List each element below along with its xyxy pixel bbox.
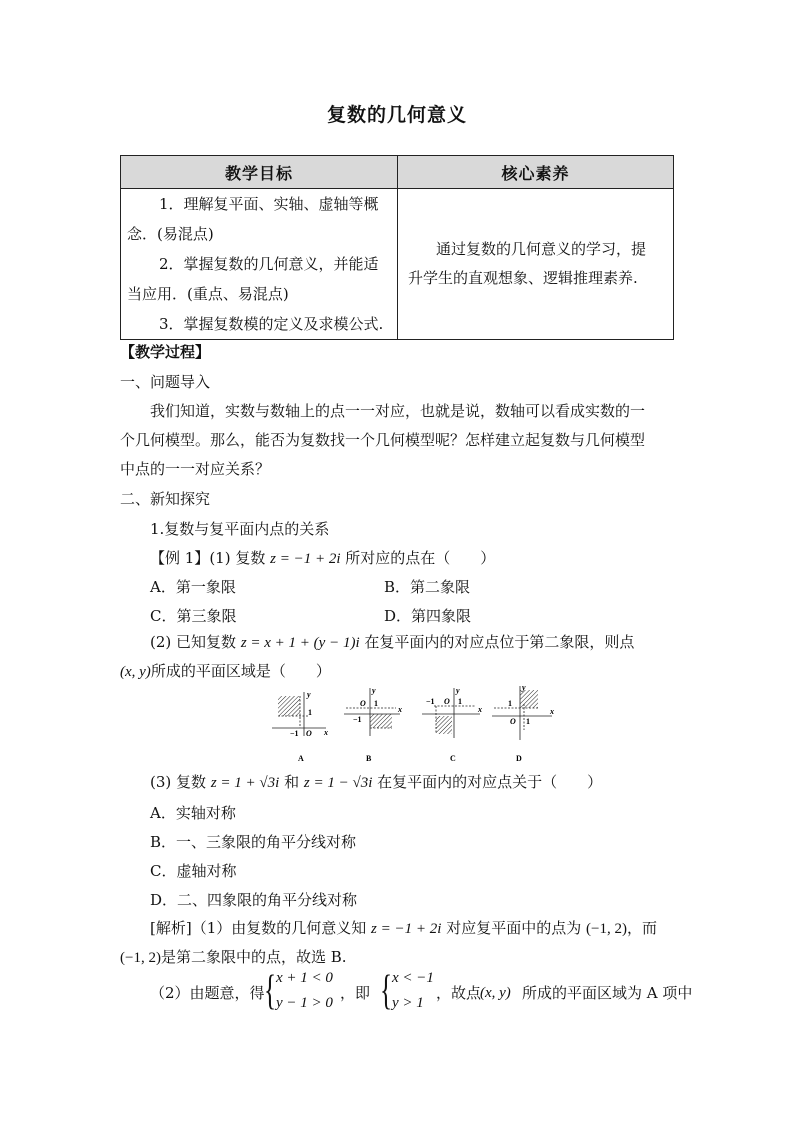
header-teaching-goals: 教学目标 (121, 156, 398, 189)
svg-text:1: 1 (458, 697, 462, 706)
svg-text:x: x (398, 705, 402, 714)
system-2-line-1: x < −1 (392, 970, 434, 986)
goal-1-line-1: 1．理解复平面、实轴、虚轴等概 (159, 195, 379, 213)
svg-text:1: 1 (526, 717, 530, 726)
q1-formula: z = −1 + 2i (270, 551, 341, 567)
question-1: 【例 1】(1) 复数 z = −1 + 2i 所对应的点在（ ） (150, 549, 496, 567)
q3-formula-1: z = 1 + √3i (210, 775, 280, 791)
q2-point: (x, y) (120, 664, 151, 680)
system-1-line-2: y − 1 > 0 (276, 995, 333, 1011)
q3-option-b: B．一、三象限的角平分线对称 (150, 833, 357, 851)
page-title: 复数的几何意义 (326, 104, 467, 126)
svg-text:x: x (324, 728, 328, 737)
region-figures (268, 684, 568, 766)
q1-option-b: B．第二象限 (384, 578, 471, 596)
example-label: 【例 1】 (150, 549, 210, 567)
section1-para-line-1: 我们知道，实数与数轴上的点一一对应，也就是说，数轴可以看成实数的一 (150, 402, 646, 420)
svg-text:O: O (444, 697, 450, 706)
goals-table (120, 155, 674, 340)
sol2-point: (x, y) (480, 985, 511, 1001)
svg-text:1: 1 (308, 708, 312, 717)
figure-label-b: B (366, 754, 372, 763)
process-heading: 【教学过程】 (120, 343, 211, 361)
sol1-formula: z = −1 + 2i (371, 921, 442, 937)
goals-cell (121, 189, 398, 340)
sol1-point: (−1, 2) (585, 921, 627, 937)
header-core-literacy: 核心素养 (398, 156, 674, 189)
question-3: (3) 复数 z = 1 + √3i 和 z = 1 − √3i 在复平面内的对应点关于（ ） (150, 773, 603, 791)
q3-option-c: C．虚轴对称 (150, 862, 237, 880)
svg-text:y: y (522, 684, 526, 692)
goal-1-line-2: 念．(易混点) (127, 225, 214, 243)
svg-text:x: x (478, 705, 482, 714)
svg-text:y: y (307, 690, 311, 699)
svg-text:O: O (306, 729, 312, 738)
core-cell (398, 189, 674, 340)
core-line-2: 升学生的直观想象、逻辑推理素养. (408, 269, 638, 287)
core-line-1: 通过复数的几何意义的学习，提 (436, 240, 647, 258)
svg-text:1: 1 (374, 699, 378, 708)
svg-text:y: y (456, 686, 460, 695)
system-2-line-2: y > 1 (392, 995, 424, 1011)
svg-text:−1: −1 (353, 715, 362, 724)
q1-option-a: A．第一象限 (150, 578, 236, 596)
section2-heading: 二、新知探究 (120, 490, 211, 508)
section1-para-line-3: 中点的一一对应关系？ (120, 460, 271, 478)
question-2-line-1: (2) 已知复数 z = x + 1 + (y − 1)i 在复平面内的对应点位于第二象限，则点 (150, 633, 635, 651)
q3-formula-2: z = 1 − √3i (303, 775, 373, 791)
svg-text:y: y (372, 686, 376, 695)
goal-2-line-2: 当应用．(重点、易混点) (127, 285, 289, 303)
goal-3: 3．掌握复数模的定义及求模公式. (159, 315, 384, 333)
figure-a (272, 690, 328, 763)
solution-1-line-2: (−1, 2)是第二象限中的点，故选 B. (120, 948, 347, 966)
goal-2-line-1: 2．掌握复数的几何意义，并能适 (159, 255, 379, 273)
question-2-line-2: (x, y)所成的平面区域是（ ） (120, 662, 331, 680)
figure-c (422, 686, 482, 763)
figure-d (492, 684, 554, 763)
figure-b (344, 686, 402, 763)
svg-text:O: O (510, 717, 516, 726)
system-1-line-1: x + 1 < 0 (276, 970, 333, 986)
figure-label-c: C (450, 754, 456, 763)
solution-1-line-1: [解析]（1）由复数的几何意义知 z = −1 + 2i 对应复平面中的点为 (−1, 2)，而 (150, 919, 657, 937)
svg-text:x: x (550, 707, 554, 716)
figure-label-a: A (298, 754, 304, 763)
section1-heading: 一、问题导入 (120, 373, 211, 391)
svg-text:O: O (360, 699, 366, 708)
figure-label-d: D (516, 754, 522, 763)
q3-option-d: D．二、四象限的角平分线对称 (150, 891, 358, 909)
q1-option-d: D．第四象限 (384, 607, 472, 625)
q3-option-a: A．实轴对称 (150, 804, 236, 822)
svg-text:−1: −1 (290, 729, 299, 738)
sol1-point-2: (−1, 2) (120, 950, 161, 966)
svg-text:1: 1 (508, 699, 512, 708)
q2-formula: z = x + 1 + (y − 1)i (240, 635, 360, 651)
section1-para-line-2: 个几何模型。那么，能否为复数找一个几何模型呢？怎样建立起复数与几何模型 (120, 431, 646, 449)
subsection-1: 1.复数与复平面内点的关系 (150, 520, 330, 538)
svg-text:−1: −1 (426, 697, 435, 706)
q1-option-c: C．第三象限 (150, 607, 237, 625)
